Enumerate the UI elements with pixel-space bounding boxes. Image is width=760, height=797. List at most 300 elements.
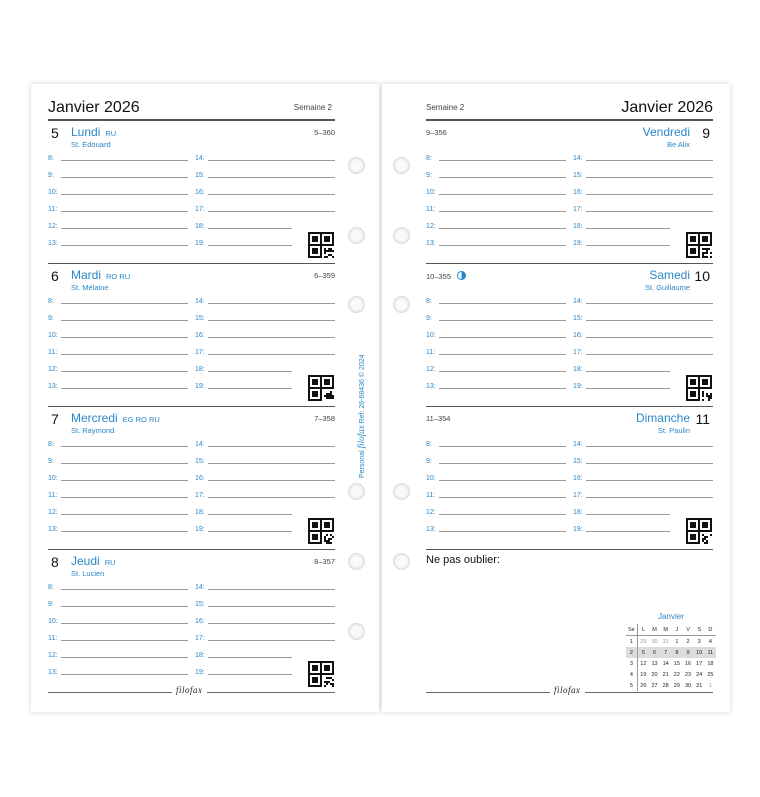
hour-label: 19: <box>195 669 205 676</box>
mini-calendar-cell: 5 <box>626 680 637 691</box>
mini-calendar-cell: 7 <box>660 647 671 658</box>
time-slot <box>573 313 713 323</box>
write-line <box>61 303 188 304</box>
time-slot <box>195 582 335 592</box>
day-number: 5 <box>51 125 59 141</box>
time-slot <box>195 238 292 248</box>
day-of-year: 5–360 <box>314 128 335 137</box>
time-slot <box>573 347 713 357</box>
hour-label: 18: <box>573 366 583 373</box>
mini-calendar-cell: 3 <box>697 638 701 645</box>
time-slot <box>48 364 188 374</box>
write-line <box>61 514 188 515</box>
hour-label: 16: <box>195 189 205 196</box>
mini-calendar-cell: 2 <box>626 647 637 658</box>
hour-label: 11: <box>48 635 58 642</box>
hour-label: 13: <box>426 526 436 533</box>
time-slot <box>195 330 335 340</box>
day-of-year: 8–357 <box>314 557 335 566</box>
hour-label: 17: <box>195 206 205 213</box>
hour-label: 18: <box>573 223 583 230</box>
write-line <box>61 177 188 178</box>
time-slot <box>48 616 188 626</box>
hour-label: 9: <box>426 458 432 465</box>
time-slot <box>195 221 292 231</box>
qr-code <box>308 518 334 544</box>
write-line <box>61 589 188 590</box>
write-line <box>208 371 292 372</box>
write-line <box>439 194 566 195</box>
write-line <box>208 657 292 658</box>
hour-label: 19: <box>195 526 205 533</box>
hour-label: 8: <box>48 155 54 162</box>
saint-name: St. Paulin <box>657 426 690 435</box>
time-slot <box>426 313 566 323</box>
day-number: 6 <box>51 268 59 284</box>
mini-calendar-week <box>626 658 716 669</box>
write-line <box>61 531 188 532</box>
hour-label: 16: <box>195 475 205 482</box>
time-slot <box>48 524 188 534</box>
day-name <box>71 125 116 139</box>
mini-calendar-header: V <box>682 624 693 636</box>
time-slot <box>195 473 335 483</box>
day-of-year <box>426 414 450 423</box>
hour-label: 15: <box>195 172 205 179</box>
hour-label: 10: <box>426 475 436 482</box>
write-line <box>586 480 713 481</box>
write-line <box>208 497 335 498</box>
time-slot <box>195 650 292 660</box>
hour-label: 19: <box>195 383 205 390</box>
hour-label: 13: <box>48 669 58 676</box>
time-slot <box>48 381 188 391</box>
hour-label: 16: <box>195 332 205 339</box>
hour-label: 14: <box>573 441 583 448</box>
binder-hole <box>393 296 410 313</box>
binder-hole <box>393 157 410 174</box>
hour-label: 14: <box>195 155 205 162</box>
hour-label: 9: <box>426 172 432 179</box>
spine-logo: filofax <box>356 425 366 449</box>
time-slot <box>426 187 566 197</box>
qr-code <box>308 661 334 687</box>
time-slot <box>426 364 566 374</box>
holiday-flags: RO RU <box>106 272 131 281</box>
day-name-text: Mardi <box>71 268 102 282</box>
mini-calendar-cell: 24 <box>696 671 703 678</box>
write-line <box>61 320 188 321</box>
day-of-year: 7–358 <box>314 414 335 423</box>
day-name: Dimanche <box>635 411 690 425</box>
time-slot <box>48 296 188 306</box>
binder-hole <box>348 623 365 640</box>
hour-label: 9: <box>426 315 432 322</box>
qr-code <box>686 232 712 258</box>
hour-label: 15: <box>573 315 583 322</box>
mini-calendar-cell: 13 <box>651 660 658 667</box>
mini-calendar-header: M <box>660 624 671 636</box>
write-line <box>439 371 566 372</box>
binder-hole <box>393 483 410 500</box>
time-slot <box>48 582 188 592</box>
write-line <box>61 446 188 447</box>
write-line <box>208 245 292 246</box>
write-line <box>586 514 670 515</box>
write-line <box>61 674 188 675</box>
mini-calendar-week <box>626 636 716 648</box>
mini-calendar-cell: 11 <box>705 647 716 658</box>
hour-label: 8: <box>426 441 432 448</box>
time-slot <box>195 153 335 163</box>
hour-label: 17: <box>195 492 205 499</box>
hour-label: 12: <box>48 509 58 516</box>
time-slot <box>195 633 335 643</box>
day-number: 8 <box>51 554 59 570</box>
time-slot <box>48 347 188 357</box>
hour-label: 11: <box>48 206 58 213</box>
hour-label: 19: <box>573 240 583 247</box>
saint-name: Be Alix <box>667 140 690 149</box>
time-slot <box>195 507 292 517</box>
write-line <box>586 211 713 212</box>
write-line <box>208 228 292 229</box>
hour-label: 11: <box>48 492 58 499</box>
write-line <box>208 177 335 178</box>
hour-label: 10: <box>426 332 436 339</box>
mini-calendar-cell: 25 <box>707 671 714 678</box>
time-slot <box>48 204 188 214</box>
time-slot <box>48 221 188 231</box>
mini-calendar-cell: 31 <box>662 638 669 645</box>
mini-calendar-cell: 27 <box>651 682 658 689</box>
hour-label: 8: <box>426 298 432 305</box>
binder-hole <box>348 553 365 570</box>
left-page <box>31 84 379 712</box>
time-slot <box>573 381 670 391</box>
write-line <box>439 446 566 447</box>
hour-label: 14: <box>195 441 205 448</box>
hour-label: 12: <box>426 223 436 230</box>
day-name <box>71 554 116 568</box>
holiday-flags: RU <box>104 558 116 567</box>
time-slot <box>573 507 670 517</box>
mini-calendar-header: L <box>637 624 649 636</box>
day-name: Vendredi <box>642 125 690 139</box>
write-line <box>208 160 335 161</box>
time-slot <box>195 296 335 306</box>
week-label: Semaine 2 <box>293 103 332 112</box>
hour-label: 16: <box>195 618 205 625</box>
hour-label: 11: <box>426 206 436 213</box>
time-slot <box>48 238 188 248</box>
day-rule <box>426 120 713 121</box>
write-line <box>61 640 188 641</box>
time-slot <box>48 439 188 449</box>
month-title: Janvier 2026 <box>621 99 713 116</box>
mini-calendar-cell: 4 <box>626 669 637 680</box>
hour-label: 9: <box>48 458 54 465</box>
write-line <box>208 354 335 355</box>
hour-label: 10: <box>48 332 58 339</box>
day-rule <box>426 406 713 407</box>
write-line <box>208 320 335 321</box>
day-block-sunday <box>426 406 713 549</box>
hour-label: 9: <box>48 172 54 179</box>
mini-calendar-cell: 30 <box>651 638 658 645</box>
day-block-tuesday <box>48 263 335 406</box>
time-slot <box>195 313 335 323</box>
time-slot <box>426 507 566 517</box>
write-line <box>61 245 188 246</box>
binder-hole <box>348 157 365 174</box>
time-slot <box>48 313 188 323</box>
day-block-wednesday <box>48 406 335 549</box>
day-name <box>71 411 160 425</box>
write-line <box>61 194 188 195</box>
hour-label: 9: <box>48 601 54 608</box>
hour-label: 15: <box>573 458 583 465</box>
time-slot <box>426 490 566 500</box>
moon-phase-icon <box>457 271 466 280</box>
write-line <box>586 531 670 532</box>
write-line <box>61 463 188 464</box>
mini-calendar-cell: 12 <box>640 660 647 667</box>
mini-calendar-header: J <box>671 624 682 636</box>
write-line <box>586 388 670 389</box>
time-slot <box>573 153 713 163</box>
hour-label: 18: <box>195 652 205 659</box>
hour-label: 9: <box>48 315 54 322</box>
write-line <box>439 320 566 321</box>
hour-label: 16: <box>573 332 583 339</box>
day-rule <box>48 120 335 121</box>
hour-label: 12: <box>426 509 436 516</box>
write-line <box>586 497 713 498</box>
write-line <box>61 606 188 607</box>
write-line <box>586 337 713 338</box>
write-line <box>208 303 335 304</box>
hour-label: 18: <box>573 509 583 516</box>
write-line <box>61 623 188 624</box>
binder-hole <box>348 227 365 244</box>
write-line <box>61 228 188 229</box>
mini-calendar-grid <box>626 624 716 691</box>
write-line <box>208 194 335 195</box>
write-line <box>208 480 335 481</box>
hour-label: 10: <box>48 618 58 625</box>
time-slot <box>48 490 188 500</box>
mini-calendar-week <box>626 647 716 658</box>
mini-calendar-header: Se <box>626 624 637 636</box>
day-number: 11 <box>695 411 710 427</box>
time-slot <box>426 473 566 483</box>
hour-label: 13: <box>426 383 436 390</box>
mini-calendar-cell: 31 <box>696 682 703 689</box>
write-line <box>208 674 292 675</box>
day-number: 9 <box>702 125 710 141</box>
mini-calendar-cell: 6 <box>649 647 660 658</box>
saint-name: St. Mélaine <box>71 283 109 292</box>
hour-label: 12: <box>48 223 58 230</box>
time-slot <box>573 187 713 197</box>
hour-label: 15: <box>195 458 205 465</box>
write-line <box>61 337 188 338</box>
mini-calendar-cell: 8 <box>671 647 682 658</box>
saint-name: St. Raymond <box>71 426 115 435</box>
hour-label: 10: <box>48 475 58 482</box>
write-line <box>61 371 188 372</box>
write-line <box>61 388 188 389</box>
write-line <box>439 337 566 338</box>
mini-calendar-week <box>626 669 716 680</box>
time-slot <box>426 439 566 449</box>
time-slot <box>48 187 188 197</box>
hour-label: 13: <box>48 383 58 390</box>
time-slot <box>195 187 335 197</box>
hour-label: 10: <box>48 189 58 196</box>
hour-label: 14: <box>573 298 583 305</box>
hour-label: 14: <box>195 298 205 305</box>
spine-copyright: © 2024 <box>359 354 366 378</box>
time-slot <box>426 381 566 391</box>
time-slot <box>195 456 335 466</box>
hour-label: 15: <box>195 315 205 322</box>
mini-calendar-cell: 14 <box>662 660 669 667</box>
write-line <box>208 514 292 515</box>
hour-label: 19: <box>573 383 583 390</box>
binder-hole <box>393 553 410 570</box>
write-line <box>439 388 566 389</box>
holiday-flags: RU <box>105 129 117 138</box>
write-line <box>586 160 713 161</box>
day-of-year <box>426 128 447 137</box>
day-of-year: 6–359 <box>314 271 335 280</box>
binder-hole <box>393 227 410 244</box>
write-line <box>439 497 566 498</box>
mini-calendar-cell: 20 <box>651 671 658 678</box>
mini-calendar-cell: 18 <box>707 660 714 667</box>
footer-logo: filofax <box>172 685 207 695</box>
mini-calendar-cell: 3 <box>626 658 637 669</box>
write-line <box>208 337 335 338</box>
hour-label: 11: <box>426 349 436 356</box>
hour-label: 19: <box>195 240 205 247</box>
day-name-text: Lundi <box>71 125 101 139</box>
day-name: Samedi <box>649 268 690 282</box>
write-line <box>439 228 566 229</box>
qr-code <box>686 375 712 401</box>
hour-label: 17: <box>573 206 583 213</box>
time-slot <box>195 347 335 357</box>
mini-calendar-title: Janvier <box>658 612 684 621</box>
day-rule <box>48 263 335 264</box>
write-line <box>208 623 335 624</box>
hour-label: 12: <box>426 366 436 373</box>
write-line <box>439 463 566 464</box>
mini-calendar-cell: 10 <box>694 647 705 658</box>
hour-label: 8: <box>426 155 432 162</box>
time-slot <box>48 507 188 517</box>
day-number: 10 <box>694 268 710 284</box>
hour-label: 15: <box>573 172 583 179</box>
time-slot <box>573 170 713 180</box>
mini-calendar-cell: 21 <box>662 671 669 678</box>
write-line <box>208 589 335 590</box>
spine-personal: Personal <box>359 450 366 478</box>
write-line <box>586 303 713 304</box>
time-slot <box>48 330 188 340</box>
mini-calendar-cell: 1 <box>675 638 679 645</box>
day-block-monday <box>48 120 335 263</box>
saint-name: St. Edouard <box>71 140 111 149</box>
mini-calendar-week <box>626 680 716 691</box>
time-slot <box>426 330 566 340</box>
spine-ref: Ref: 26-68436 <box>359 379 366 424</box>
write-line <box>61 211 188 212</box>
mini-calendar-cell: 28 <box>662 682 669 689</box>
mini-calendar-cell: 15 <box>673 660 680 667</box>
time-slot <box>573 238 670 248</box>
week-label: Semaine 2 <box>426 103 465 112</box>
saint-name: St. Lucien <box>71 569 105 578</box>
day-of-year <box>426 271 466 281</box>
write-line <box>208 388 292 389</box>
day-rule <box>48 549 335 550</box>
hour-label: 17: <box>195 349 205 356</box>
hour-label: 14: <box>573 155 583 162</box>
write-line <box>61 160 188 161</box>
time-slot <box>573 330 713 340</box>
write-line <box>208 463 335 464</box>
write-line <box>61 480 188 481</box>
mini-calendar-cell: 19 <box>640 671 647 678</box>
time-slot <box>48 633 188 643</box>
mini-calendar-cell: 26 <box>640 682 647 689</box>
time-slot <box>573 296 713 306</box>
time-slot <box>195 667 292 677</box>
mini-calendar-cell: 16 <box>684 660 692 667</box>
time-slot <box>195 204 335 214</box>
hour-label: 13: <box>48 526 58 533</box>
mini-calendar-cell: 17 <box>696 660 703 667</box>
write-line <box>439 303 566 304</box>
spine-reference <box>357 338 367 478</box>
time-slot <box>573 524 670 534</box>
write-line <box>439 354 566 355</box>
write-line <box>586 320 713 321</box>
time-slot <box>573 439 713 449</box>
hour-label: 12: <box>48 652 58 659</box>
time-slot <box>48 170 188 180</box>
notes-rule <box>426 549 713 550</box>
write-line <box>586 446 713 447</box>
write-line <box>439 160 566 161</box>
write-line <box>439 211 566 212</box>
write-line <box>61 497 188 498</box>
hour-label: 8: <box>48 584 54 591</box>
write-line <box>439 514 566 515</box>
time-slot <box>573 204 713 214</box>
write-line <box>586 228 670 229</box>
time-slot <box>48 667 188 677</box>
hour-label: 12: <box>48 366 58 373</box>
mini-calendar-cell: 22 <box>673 671 680 678</box>
time-slot <box>195 364 292 374</box>
time-slot <box>426 170 566 180</box>
day-name-text: Mercredi <box>71 411 118 425</box>
mini-calendar <box>626 612 716 691</box>
